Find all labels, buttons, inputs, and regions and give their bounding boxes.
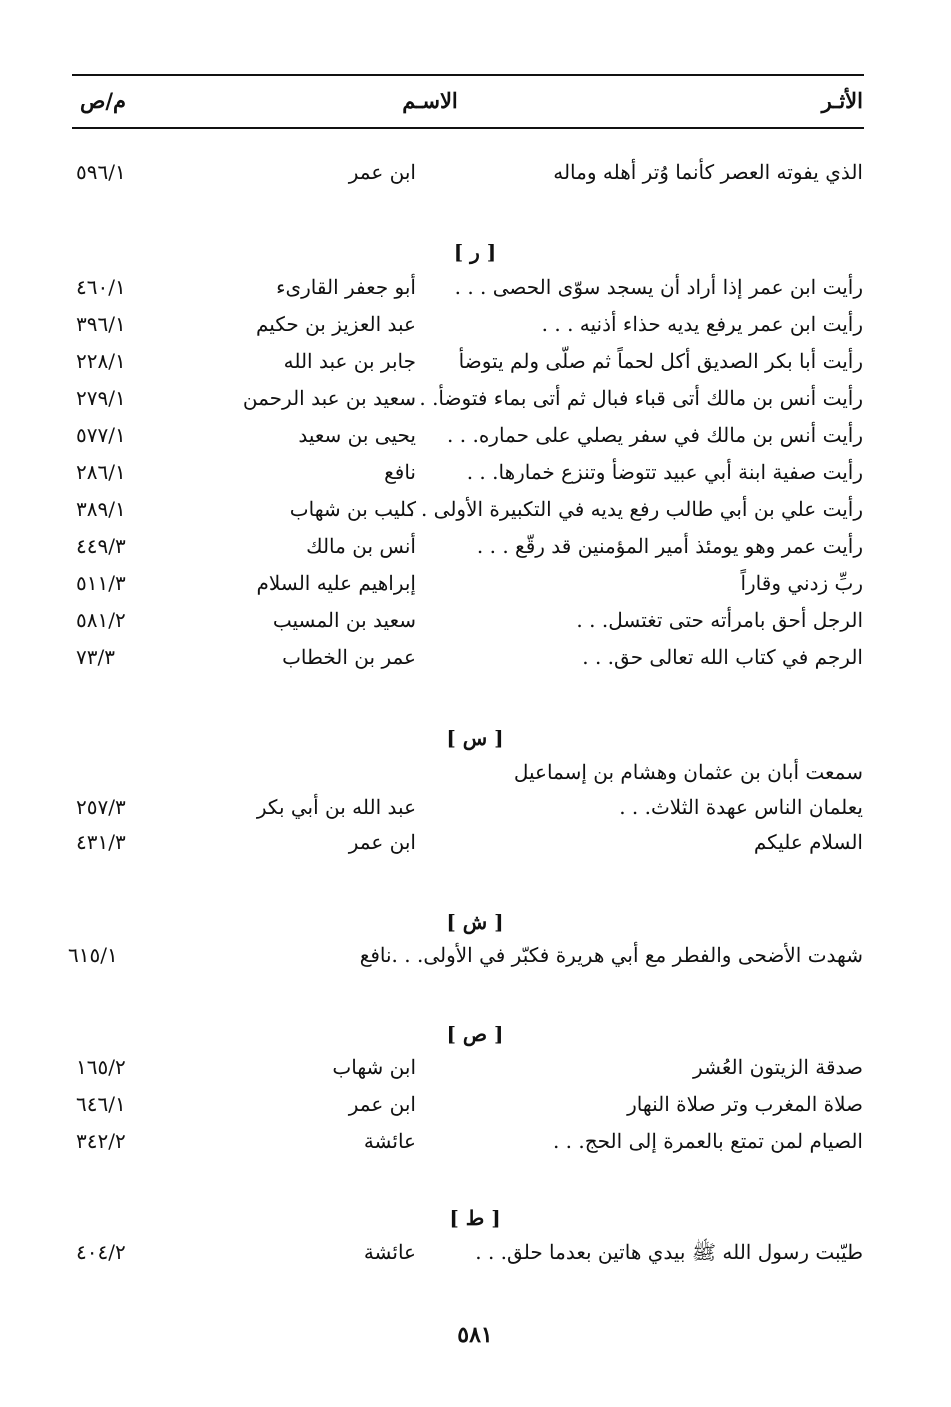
table-row bbox=[0, 1129, 951, 1163]
athar-text: الرجم في كتاب الله تعالى حق. . . bbox=[582, 645, 863, 669]
volume-page-ref: ٥١١/٣ bbox=[76, 571, 126, 595]
athar-text: ربِّ زدني وقاراً bbox=[740, 571, 863, 595]
athar-text: رأيت ابن عمر يرفع يديه حذاء أذنيه . . . bbox=[541, 312, 863, 336]
table-row bbox=[0, 645, 951, 679]
table-row bbox=[0, 275, 951, 309]
athar-text: صلاة المغرب وتر صلاة النهار bbox=[627, 1092, 863, 1116]
narrator-name: يحيى بن سعيد bbox=[298, 423, 416, 447]
volume-page-ref: ٥٨١/٢ bbox=[76, 608, 126, 632]
volume-page-ref: ٣٨٩/١ bbox=[76, 497, 126, 521]
narrator-name: نافع bbox=[384, 460, 416, 484]
top-rule bbox=[72, 74, 864, 76]
volume-page-ref: ٤٦٠/١ bbox=[76, 275, 126, 299]
volume-page-ref: ٥٧٧/١ bbox=[76, 423, 126, 447]
volume-page-ref: ٧٣/٣ bbox=[76, 645, 115, 669]
volume-page-ref: ٥٩٦/١ bbox=[76, 160, 126, 184]
athar-text: يعلمان الناس عهدة الثلاث. . . bbox=[619, 795, 863, 819]
narrator-name: ابن عمر bbox=[348, 830, 416, 854]
narrator-name: سعيد بن المسيب bbox=[272, 608, 416, 632]
athar-text: الذي يفوته العصر كأنما وُتر أهله وماله bbox=[553, 160, 863, 184]
volume-page-ref: ٤٣١/٣ bbox=[76, 830, 126, 854]
narrator-name: عائشة bbox=[363, 1129, 416, 1153]
header-ref: م/ص bbox=[80, 88, 127, 113]
narrator-name: ابن شهاب bbox=[332, 1055, 416, 1079]
volume-page-ref: ٣٤٢/٢ bbox=[76, 1129, 126, 1153]
volume-page-ref: ٢٢٨/١ bbox=[76, 349, 126, 373]
table-row bbox=[0, 160, 951, 194]
athar-text: الرجل أحق بامرأته حتى تغتسل. . . bbox=[576, 608, 863, 632]
narrator-name: إبراهيم عليه السلام bbox=[256, 571, 416, 595]
table-row bbox=[0, 795, 951, 829]
table-row bbox=[0, 1092, 951, 1126]
volume-page-ref: ٢٨٦/١ bbox=[76, 460, 126, 484]
volume-page-ref: ٣٩٦/١ bbox=[76, 312, 126, 336]
section-heading-ta: [ ط ] bbox=[449, 1206, 501, 1230]
table-row bbox=[0, 760, 951, 794]
athar-text: السلام عليكم bbox=[753, 830, 863, 854]
table-row bbox=[0, 312, 951, 346]
section-heading-ra: [ ر ] bbox=[453, 240, 497, 264]
narrator-name: عبد العزيز بن حكيم bbox=[255, 312, 416, 336]
volume-page-ref: ٢٥٧/٣ bbox=[76, 795, 126, 819]
narrator-name: ابن عمر bbox=[348, 1092, 416, 1116]
athar-text: رأيت علي بن أبي طالب رفع يديه في التكبيرة الأولى . . . bbox=[395, 497, 863, 521]
table-row bbox=[0, 830, 951, 864]
table-row bbox=[0, 571, 951, 605]
athar-text: رأيت عمر وهو يومئذ أمير المؤمنين قد رقّع . . . bbox=[476, 534, 863, 558]
volume-page-ref: ٦٤٦/١ bbox=[76, 1092, 126, 1116]
narrator-name: كليب بن شهاب bbox=[289, 497, 416, 521]
table-row bbox=[0, 1055, 951, 1089]
table-row bbox=[0, 349, 951, 383]
table-row bbox=[0, 423, 951, 457]
volume-page-ref: ٦١٥/١ bbox=[68, 943, 118, 967]
table-row bbox=[0, 460, 951, 494]
section-heading-sin: [ س ] bbox=[446, 726, 504, 750]
athar-text: رأيت أنس بن مالك أتى قباء فبال ثم أتى بماء فتوضأ. . . bbox=[406, 386, 863, 410]
narrator-name: عمر بن الخطاب bbox=[282, 645, 416, 669]
volume-page-ref: ٢٧٩/١ bbox=[76, 386, 126, 410]
header-name: الاسـم bbox=[402, 88, 458, 113]
narrator-name: عائشة bbox=[363, 1240, 416, 1264]
header-rule bbox=[72, 127, 864, 129]
narrator-name: سعيد بن عبد الرحمن bbox=[242, 386, 416, 410]
table-row bbox=[0, 608, 951, 642]
table-row bbox=[0, 1240, 951, 1274]
table-row bbox=[0, 497, 951, 531]
narrator-name: أبو جعفر القارىء bbox=[276, 275, 416, 299]
athar-text: رأيت ابن عمر إذا أراد أن يسجد سوّى الحصى . . . bbox=[454, 275, 863, 299]
volume-page-ref: ٤٤٩/٣ bbox=[76, 534, 126, 558]
narrator-name: أنس بن مالك bbox=[306, 534, 416, 558]
table-row bbox=[0, 943, 951, 977]
athar-text: رأيت أبا بكر الصديق أكل لحماً ثم صلّى ولم يتوضأ bbox=[458, 349, 863, 373]
narrator-name: عبد الله بن أبي بكر bbox=[256, 795, 416, 819]
athar-text: الصيام لمن تمتع بالعمرة إلى الحج. . . bbox=[552, 1129, 863, 1153]
athar-text: سمعت أبان بن عثمان وهشام بن إسماعيل bbox=[513, 760, 863, 784]
section-heading-sad: [ ص ] bbox=[446, 1022, 504, 1046]
narrator-name: جابر بن عبد الله bbox=[283, 349, 416, 373]
athar-text: شهدت الأضحى والفطر مع أبي هريرة فكبّر في الأولى. . .نافع bbox=[359, 943, 863, 967]
header-athar: الأثـر bbox=[821, 88, 863, 113]
narrator-name: ابن عمر bbox=[348, 160, 416, 184]
athar-text: رأيت أنس بن مالك في سفر يصلي على حماره. . . bbox=[447, 423, 863, 447]
athar-text: صدقة الزيتون العُشر bbox=[693, 1055, 863, 1079]
volume-page-ref: ١٦٥/٢ bbox=[76, 1055, 126, 1079]
volume-page-ref: ٤٠٤/٢ bbox=[76, 1240, 126, 1264]
table-row bbox=[0, 534, 951, 568]
section-heading-shin: [ ش ] bbox=[446, 910, 504, 934]
athar-text: طيّبت رسول الله ﷺ بيدي هاتين بعدما حلق. . . bbox=[475, 1240, 863, 1264]
athar-text: رأيت صفية ابنة أبي عبيد تتوضأ وتنزع خمارها. . . bbox=[466, 460, 863, 484]
page-number: ٥٨١ bbox=[457, 1322, 493, 1348]
table-row bbox=[0, 386, 951, 420]
